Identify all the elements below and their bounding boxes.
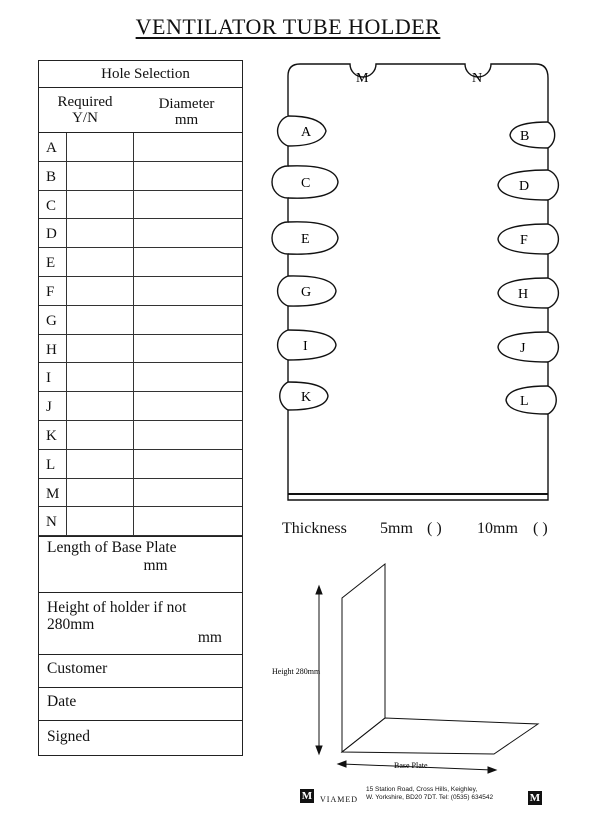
hole-letter: B [39, 162, 67, 190]
hole-letter: M [39, 479, 67, 507]
holder-height-label: Height of holder if not 280mm [47, 599, 187, 634]
hole-label-l: L [520, 394, 529, 409]
date-label: Date [47, 693, 77, 711]
hole-label-m: M [356, 71, 369, 86]
hole-label-b: B [520, 129, 530, 144]
address-line-2: W. Yorkshire, BD20 7DT. Tel: (0535) 634542 [366, 794, 494, 801]
thickness-5mm-label: 5mm [380, 520, 413, 537]
hole-letter: L [39, 450, 67, 478]
thickness-10mm-label: 10mm [477, 520, 518, 537]
hole-label-h: H [518, 287, 529, 302]
hole-selection-header: Hole Selection [38, 60, 243, 87]
holder-height-unit: mm [197, 629, 222, 647]
hole-i-bulge [288, 330, 336, 360]
hole-label-k: K [301, 390, 312, 405]
hole-letter: D [39, 219, 67, 247]
hole-letter: H [39, 335, 67, 363]
thickness-label: Thickness [282, 520, 347, 537]
diameter-header: Diameter mm [158, 96, 215, 128]
hole-label-f: F [520, 233, 528, 248]
hole-label-a: A [301, 125, 312, 140]
hole-letter: C [39, 191, 67, 219]
height-280-label: Height 280mm [272, 667, 321, 676]
required-header: Required Y/N [57, 94, 113, 126]
base-plate-length-unit: mm [143, 557, 168, 575]
hole-label-g: G [301, 285, 312, 300]
isometric-sketch [316, 564, 538, 773]
hole-letter: K [39, 421, 67, 449]
hole-label-i: I [303, 339, 308, 354]
base-arrow-left [338, 761, 346, 767]
hole-e-bulge [288, 222, 338, 254]
hole-letter: E [39, 248, 67, 276]
height-arrow-top [316, 586, 322, 594]
base-plate-length-label: Length of Base Plate [47, 539, 177, 557]
hole-label-j: J [520, 341, 526, 356]
company-name: VIAMED [320, 795, 358, 804]
hole-letter: N [39, 507, 67, 535]
page-title: VENTILATOR TUBE HOLDER [135, 14, 441, 39]
hole-c-bulge [288, 166, 338, 198]
base-plate-label: Base Plate [394, 761, 428, 770]
viamed-logo-right: M [529, 792, 541, 804]
company-address [366, 786, 493, 802]
hole-letter: G [39, 306, 67, 334]
base-arrow-right [488, 767, 496, 773]
signed-label: Signed [47, 728, 91, 746]
hole-letter: I [39, 363, 67, 391]
hole-g-bulge [288, 276, 336, 306]
hole-letter: F [39, 277, 67, 305]
height-arrow-bottom [316, 746, 322, 754]
hole-label-n: N [472, 71, 483, 86]
hole-label-d: D [519, 179, 530, 194]
viamed-logo-left: M [301, 790, 313, 802]
back-plate [342, 564, 385, 752]
address-line-1: 15 Station Road, Cross Hills, Keighley, [366, 786, 478, 793]
hole-letter: A [39, 133, 67, 161]
holder-outline [272, 64, 558, 500]
hole-letter: J [39, 392, 67, 420]
thickness-10mm-checkbox[interactable]: ( ) [533, 520, 548, 537]
base-plate [342, 718, 538, 754]
hole-label-c: C [301, 176, 311, 191]
hole-label-e: E [301, 232, 310, 247]
customer-label: Customer [47, 660, 108, 678]
thickness-5mm-checkbox[interactable]: ( ) [427, 520, 442, 537]
